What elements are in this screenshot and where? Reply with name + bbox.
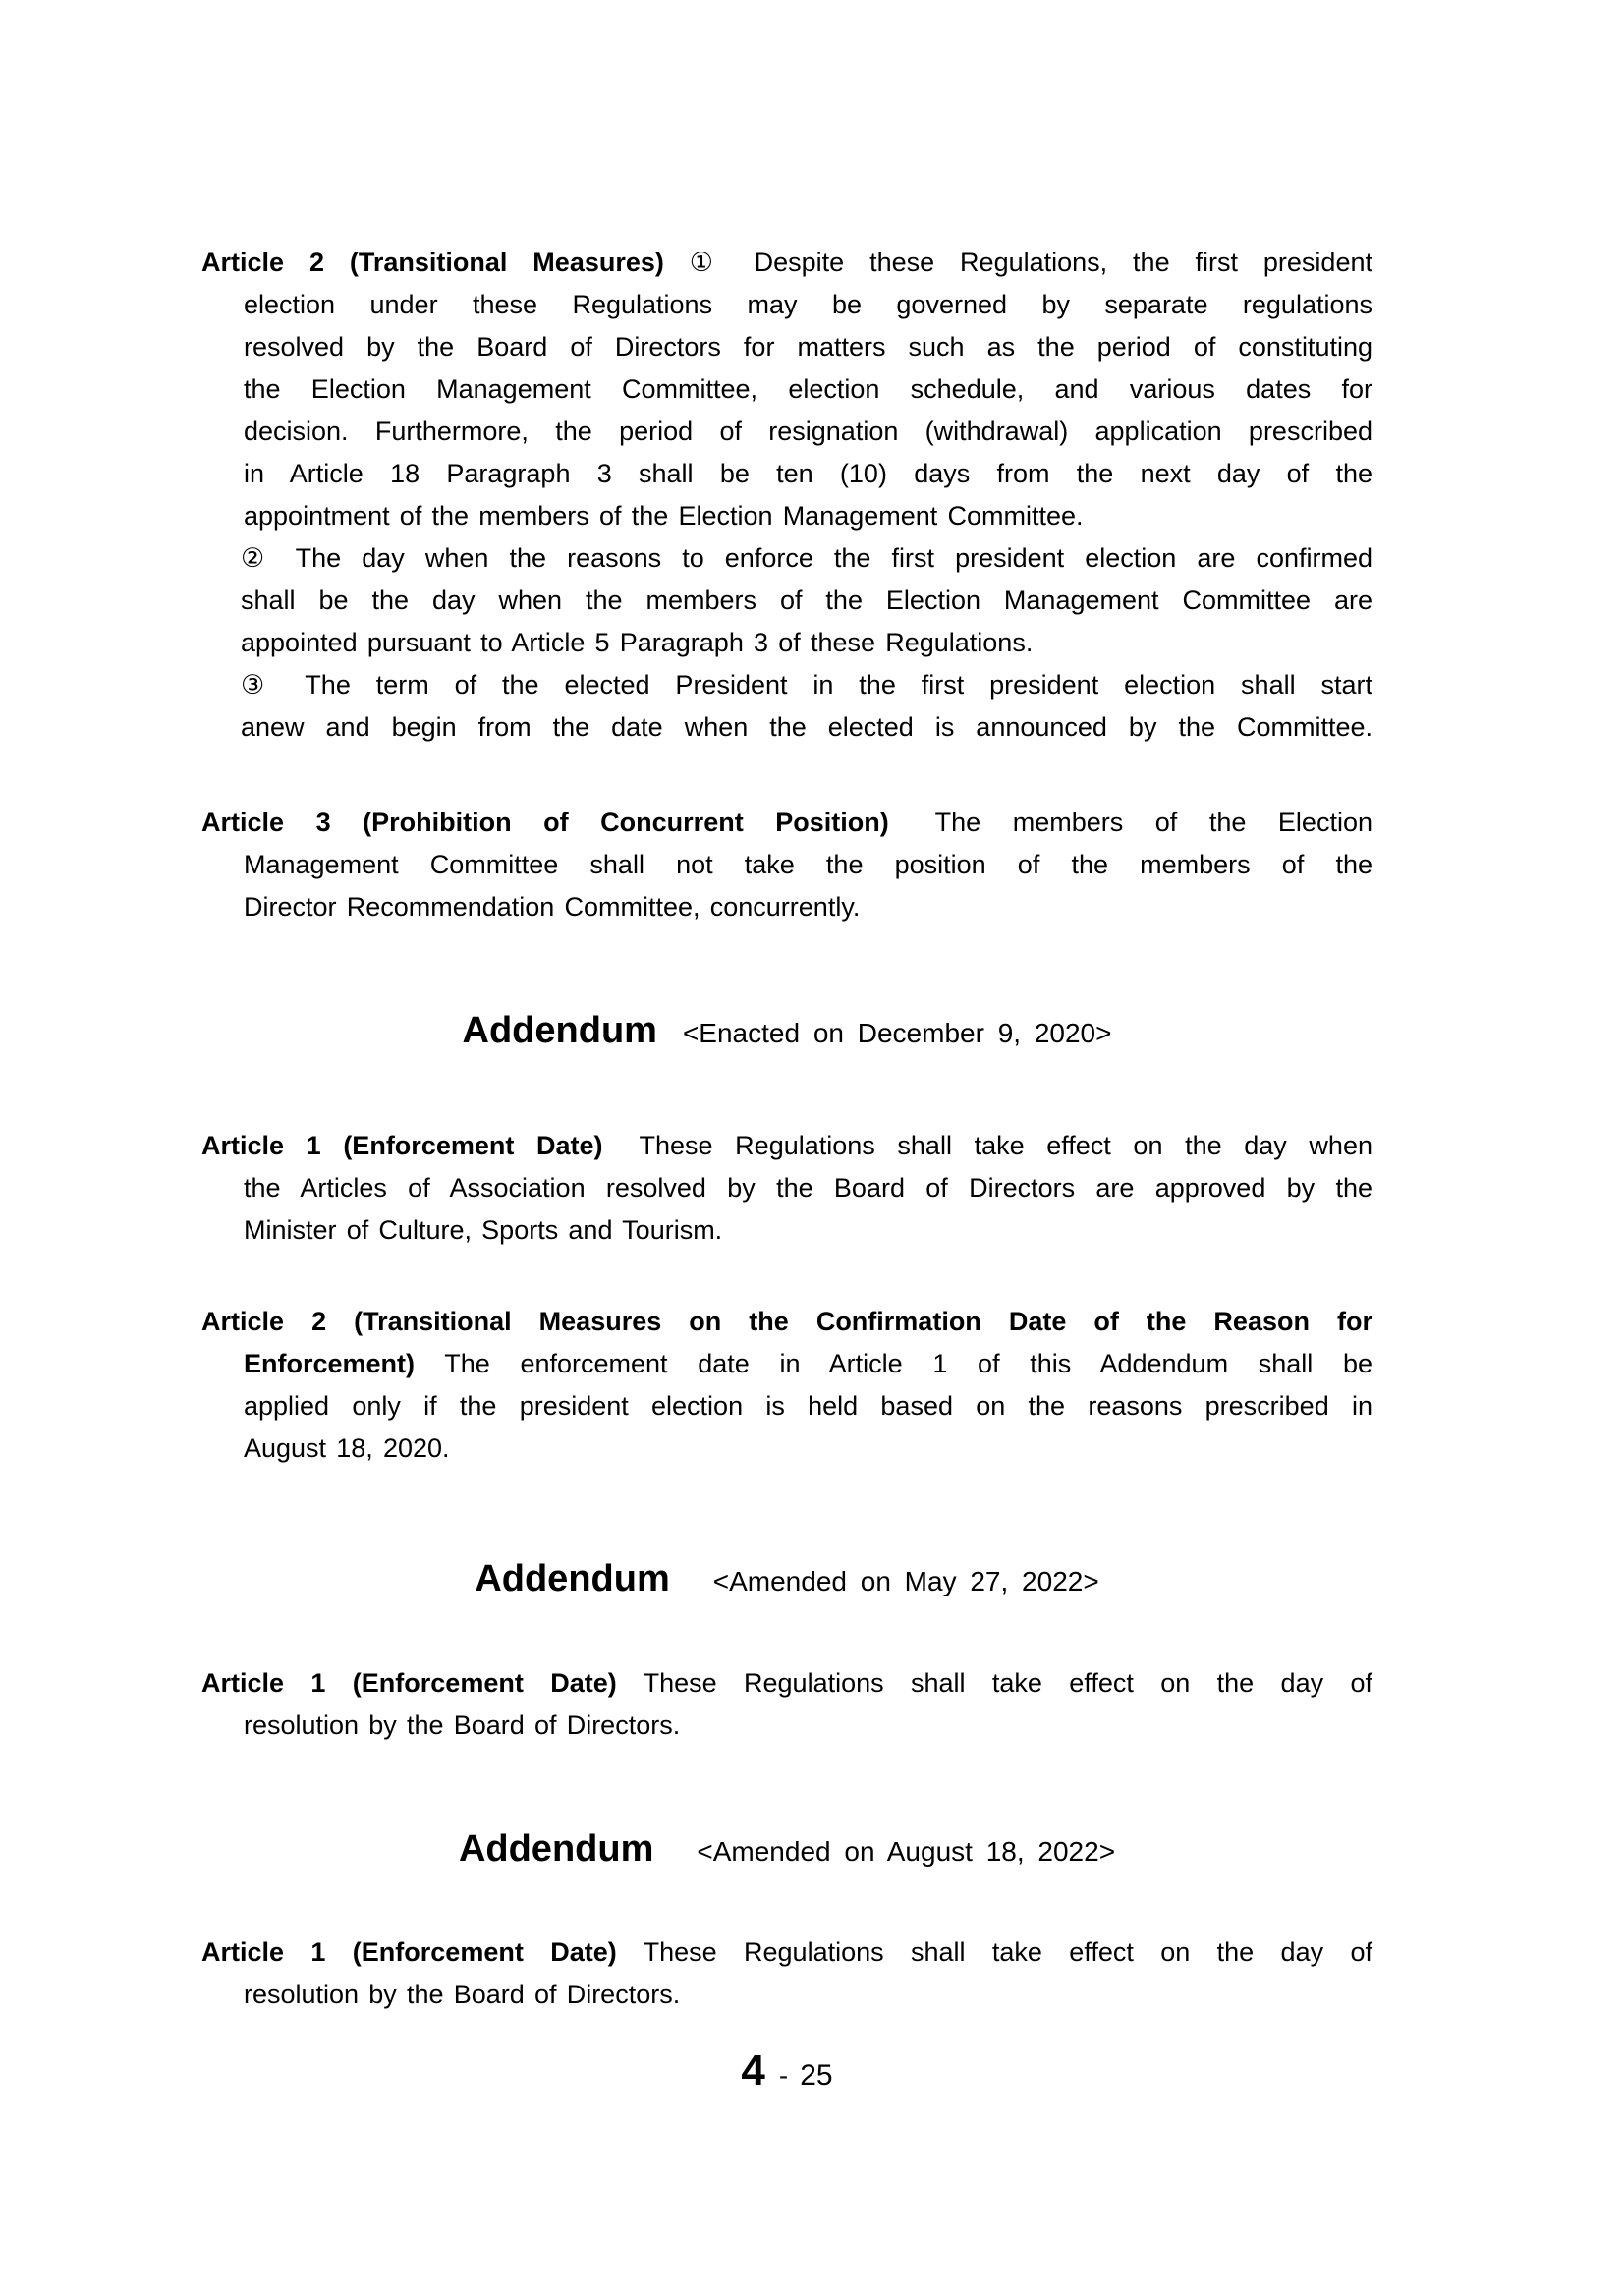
text-line: Management Committee shall not take the position of the members of the [244, 850, 1372, 879]
text-line: shall be the day when the members of the Election Management Committee are [241, 586, 1372, 615]
article-label: Article 1 (Enforcement Date) [201, 1668, 617, 1698]
article-label: Article 3 (Prohibition of Concurrent Position) [201, 808, 889, 837]
addendum3-article1-section [201, 1932, 1372, 2016]
text-line: in Article 18 Paragraph 3 shall be ten (10) days from the next day of the [244, 459, 1372, 488]
page-number: 4 [741, 2046, 765, 2095]
text-line: decision. Furthermore, the period of resignation (withdrawal) application prescribed [244, 417, 1372, 446]
line-text: ① Despite these Regulations, the first president [689, 248, 1372, 277]
addendum-date: <Amended on May 27, 2022> [712, 1566, 1099, 1596]
page-number-separator: - [778, 2060, 789, 2091]
article-3-section [201, 802, 1372, 928]
page-total: 25 [800, 2059, 833, 2092]
line-text: These Regulations shall take effect on the day of [643, 1937, 1372, 1967]
article-label: Article 1 (Enforcement Date) [201, 1131, 603, 1160]
addendum-1-heading [201, 1003, 1372, 1061]
article-label: Article 1 (Enforcement Date) [201, 1937, 617, 1967]
text-line: the Election Management Committee, election schedule, and various dates for [244, 374, 1372, 404]
page-content [201, 242, 1372, 2101]
text-line: election under these Regulations may be governed by separate regulations [244, 290, 1372, 319]
text-line: August 18, 2020. [244, 1433, 450, 1463]
text-line: appointed pursuant to Article 5 Paragraph 3 of these Regulations. [241, 628, 1034, 657]
text-line: Article 2 (Transitional Measures on the Confirmation Date of the Reason for [201, 1307, 1372, 1336]
text-line: resolved by the Board of Directors for matters such as the period of constituting [244, 332, 1372, 362]
line-text: The members of the Election [934, 808, 1372, 837]
text-line: ③ The term of the elected President in the first president election shall start [241, 670, 1372, 700]
text-line [201, 802, 1372, 844]
addendum1-article1-section [201, 1125, 1372, 1252]
addendum-date: <Amended on August 18, 2022> [697, 1836, 1116, 1867]
addendum2-article1-section [201, 1662, 1372, 1747]
addendum-title: Addendum [475, 1558, 670, 1599]
text-line [201, 242, 1372, 284]
article-label: Enforcement) [244, 1349, 416, 1378]
line-text: The enforcement date in Article 1 of this Addendum shall be [444, 1349, 1372, 1378]
addendum-date: <Enacted on December 9, 2020> [682, 1018, 1112, 1048]
text-line: ② The day when the reasons to enforce the first president election are confirmed [241, 543, 1372, 573]
text-line: Director Recommendation Committee, concurrently. [244, 892, 861, 922]
text-line: resolution by the Board of Directors. [244, 1980, 681, 2009]
text-line: Minister of Culture, Sports and Tourism. [244, 1215, 723, 1245]
addendum-title: Addendum [462, 1010, 657, 1051]
addendum-3-heading [201, 1821, 1372, 1879]
addendum-2-heading [201, 1551, 1372, 1609]
line-text: These Regulations shall take effect on the day of [643, 1668, 1372, 1698]
text-line [244, 1343, 1372, 1385]
text-line [201, 1662, 1372, 1705]
line-text: These Regulations shall take effect on the day when [639, 1131, 1372, 1160]
numbered-paragraph-2 [201, 537, 1372, 664]
addendum-title: Addendum [458, 1828, 654, 1870]
text-line: anew and begin from the date when the elected is announced by the Committee. [241, 712, 1372, 742]
article-label: Article 2 (Transitional Measures) [201, 248, 664, 277]
text-line [201, 1125, 1372, 1167]
text-line [201, 1932, 1372, 1974]
article-2-section [201, 242, 1372, 749]
text-line: applied only if the president election is held based on the reasons prescribed in [244, 1391, 1372, 1421]
text-line: the Articles of Association resolved by the Board of Directors are approved by the [244, 1173, 1372, 1203]
text-line: resolution by the Board of Directors. [244, 1710, 681, 1740]
addendum1-article2-section [201, 1301, 1372, 1470]
page-footer [201, 2045, 1372, 2101]
numbered-paragraph-3 [201, 664, 1372, 749]
text-line: appointment of the members of the Election Management Committee. [244, 501, 1084, 531]
